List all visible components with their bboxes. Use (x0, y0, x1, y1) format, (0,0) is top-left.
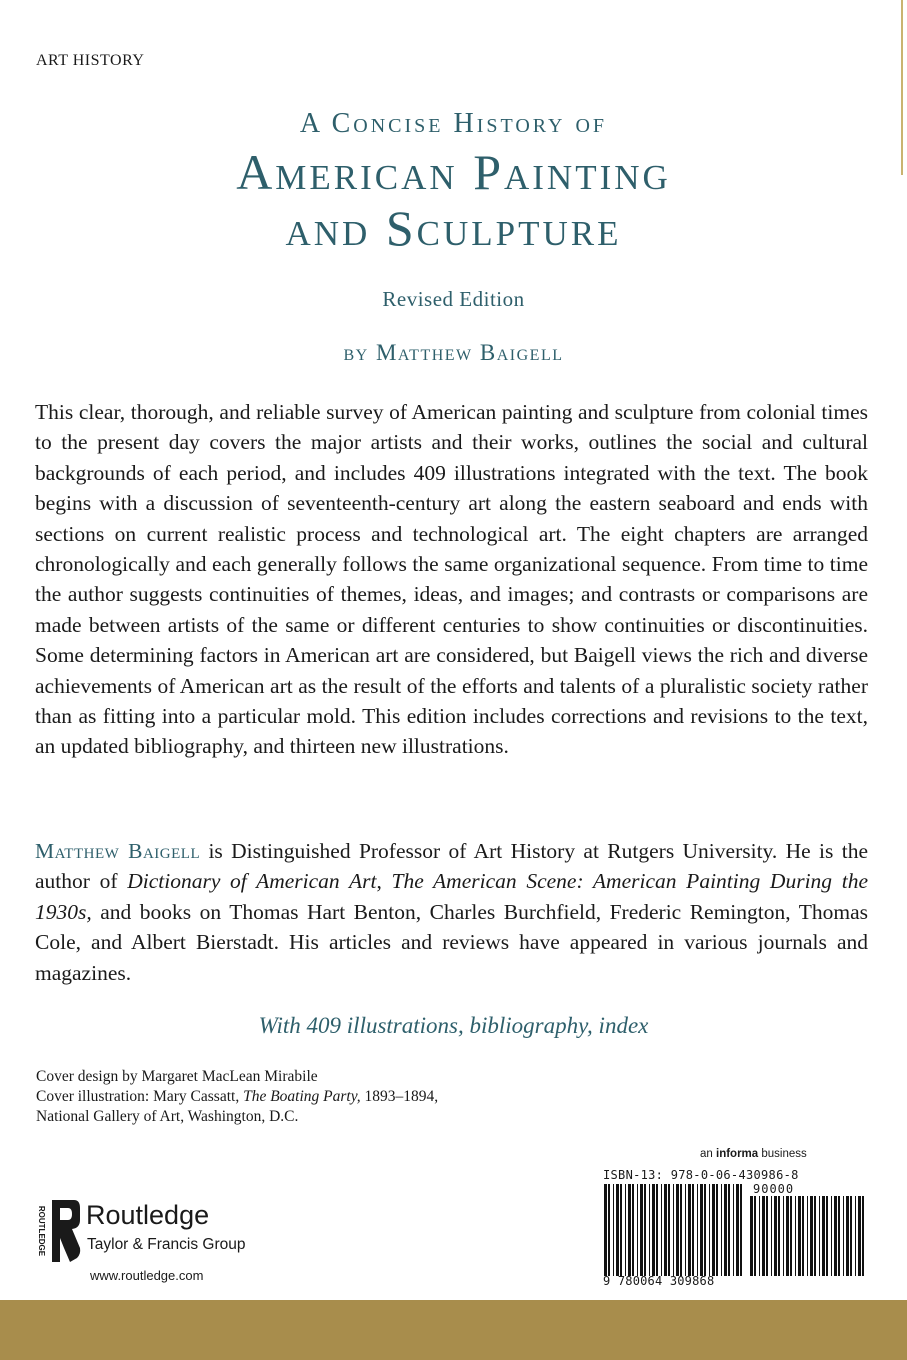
title-line-2: American Painting (236, 144, 671, 200)
description-paragraph: This clear, thorough, and reliable survey of American painting and sculpture from colonial times to the present day covers the major artists and their works, outlines the social and cultural backgrounds of each period, and includes 409 illustrations integrated with the text. The book begins with a discussion of seventeenth-century art along the eastern seaboard and ends with sections on current realistic process and technological art. The eight chapters are arranged chronologically and each generally follows the same organizational sequence. From time to time the author suggests continuities of themes, ideas, and images; and contrasts or comparisons are made between artists of the same or different centuries to show continuities or discontinuities. Some determining factors in American art are considered, but Baigell views the rich and diverse achievements of American art as the result of the efforts and talents of a pluralistic society rather than as fitting into a particular mold. This edition includes corrections and revisions to the text, an updated bibliography, and thirteen new illustrations. (35, 400, 868, 759)
isbn-text: ISBN-13: 978-0-06-430986-8 (603, 1168, 799, 1182)
author-name: Matthew Baigell (35, 839, 201, 863)
informa-business-label (700, 1148, 807, 1160)
barcode-bar (685, 1184, 686, 1276)
barcode-bar (625, 1184, 626, 1276)
barcode-addon-bars (749, 1196, 869, 1276)
barcode-bar (616, 1184, 619, 1276)
barcode-bar (802, 1196, 804, 1276)
barcode-bar (608, 1184, 610, 1276)
illustration-prefix: Cover illustration: Mary Cassatt, (36, 1088, 244, 1105)
informa-brand: informa (716, 1148, 759, 1160)
barcode-bar (700, 1184, 703, 1276)
illustrations-note: With 409 illustrations, bibliography, index (258, 1013, 649, 1038)
barcode-bar (750, 1196, 753, 1276)
barcode-bar (664, 1184, 667, 1276)
edition-label: Revised Edition (382, 287, 525, 311)
barcode-main-bars (603, 1184, 747, 1276)
barcode-bar (733, 1184, 734, 1276)
barcode-bar (728, 1184, 730, 1276)
cover-credits (36, 1067, 438, 1127)
barcode-bar (786, 1196, 789, 1276)
publisher-website[interactable]: www.routledge.com (90, 1268, 204, 1283)
informa-prefix: an (700, 1148, 716, 1160)
barcode-bar (774, 1196, 777, 1276)
illustration-suffix: 1893–1894, (360, 1088, 439, 1105)
barcode-bar (838, 1196, 840, 1276)
barcode-bar (709, 1184, 710, 1276)
barcode-bar (843, 1196, 844, 1276)
barcode-bar (754, 1196, 756, 1276)
category-label: ART HISTORY (36, 52, 145, 69)
barcode-bar (826, 1196, 828, 1276)
bio-book-2: The American Scene: American Painting During the 1930s, (35, 869, 868, 924)
barcode-bar (604, 1184, 607, 1276)
barcode-bar (778, 1196, 780, 1276)
barcode-bar (855, 1196, 856, 1276)
barcode-bar (721, 1184, 722, 1276)
isbn-barcode (603, 1168, 870, 1288)
barcode-bar (790, 1196, 792, 1276)
barcode-bar (661, 1184, 662, 1276)
barcode-bar (716, 1184, 718, 1276)
author-byline: by Matthew Baigell (343, 340, 564, 365)
barcode-bar (822, 1196, 825, 1276)
barcode-bar (783, 1196, 784, 1276)
title-line-1: A Concise History of (299, 108, 608, 139)
informa-suffix: business (758, 1148, 807, 1160)
gallery-credit: National Gallery of Art, Washington, D.C. (36, 1108, 299, 1125)
barcode-bar (644, 1184, 646, 1276)
author-bio (35, 836, 868, 988)
barcode-bar (668, 1184, 670, 1276)
barcode-bar (858, 1196, 861, 1276)
barcode-bar (831, 1196, 832, 1276)
barcode-bar (814, 1196, 816, 1276)
cover-illustration-credit (36, 1087, 438, 1107)
barcode-bar (656, 1184, 658, 1276)
book-description (35, 397, 868, 762)
publisher-name: Routledge (86, 1200, 210, 1230)
barcode-bar (759, 1196, 760, 1276)
publisher-group: Taylor & Francis Group (87, 1236, 246, 1253)
barcode-bar (762, 1196, 765, 1276)
barcode-bar (637, 1184, 638, 1276)
barcode-bar (704, 1184, 706, 1276)
barcode-bar (771, 1196, 772, 1276)
barcode-bar (819, 1196, 820, 1276)
bio-text-1: is Distinguished Professor of Art History at Rutgers University. He is the author of (35, 839, 868, 894)
barcode-bar (652, 1184, 655, 1276)
barcode-bar (673, 1184, 674, 1276)
publisher-block (30, 1198, 290, 1268)
barcode-bar (862, 1196, 864, 1276)
barcode-bar (807, 1196, 808, 1276)
bottom-color-band (0, 1300, 907, 1360)
barcode-bar (697, 1184, 698, 1276)
title-line-3: and Sculpture (285, 200, 622, 256)
barcode-bar (712, 1184, 715, 1276)
bio-text-2: and books on Thomas Hart Benton, Charles Burchfield, Frederic Remington, Thomas Cole, and Albert Bierstadt. His articles and reviews have appeared in various journals and magazines. (35, 899, 868, 985)
barcode-bar (628, 1184, 631, 1276)
barcode-bar (620, 1184, 622, 1276)
illustration-title: The Boating Party, (243, 1088, 361, 1105)
barcode-bar (692, 1184, 694, 1276)
cover-edge-line (901, 0, 903, 175)
barcode-bar (649, 1184, 650, 1276)
price-code: 90000 (753, 1182, 795, 1196)
ean-digits: 9 780064 309868 (603, 1274, 715, 1288)
bio-book-1: Dictionary of American Art (127, 869, 377, 894)
barcode-bar (798, 1196, 801, 1276)
barcode-bar (613, 1184, 614, 1276)
barcode-bar (736, 1184, 739, 1276)
barcode-bar (724, 1184, 727, 1276)
cover-design-credit: Cover design by Margaret MacLean Mirabile (36, 1068, 318, 1085)
barcode-bar (766, 1196, 768, 1276)
barcode-bar (834, 1196, 837, 1276)
barcode-bar (850, 1196, 852, 1276)
barcode-bar (640, 1184, 643, 1276)
logo-vertical-text: ROUTLEDGE (37, 1205, 46, 1257)
barcode-bar (680, 1184, 682, 1276)
barcode-bar (676, 1184, 679, 1276)
barcode-bar (810, 1196, 813, 1276)
routledge-logo-icon (30, 1198, 82, 1264)
barcode-bar (795, 1196, 796, 1276)
barcode-bar (846, 1196, 849, 1276)
barcode-bar (688, 1184, 691, 1276)
barcode-bar (632, 1184, 634, 1276)
bio-separator: , (376, 869, 392, 894)
barcode-bar (740, 1184, 742, 1276)
